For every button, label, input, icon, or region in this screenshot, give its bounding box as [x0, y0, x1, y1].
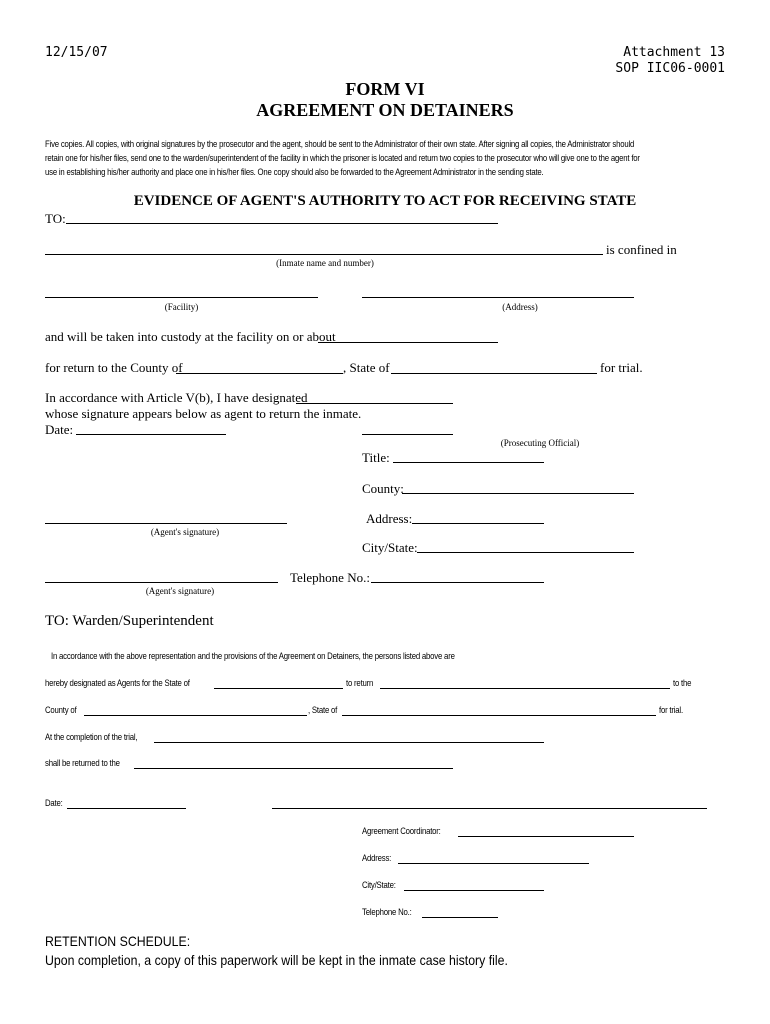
completion-label: At the completion of the trial,	[45, 732, 138, 743]
coordinator-telephone-label: Telephone No.:	[362, 907, 412, 918]
instructions-line-3: use in establishing his/her authority and place one in his/her files. One copy should also be forwarded to the Agreement Administrator in the sending state.	[45, 167, 544, 178]
agent-signature-field-1[interactable]	[45, 523, 287, 524]
telephone-field[interactable]	[371, 582, 544, 583]
county-field[interactable]	[402, 493, 634, 494]
return-state-field[interactable]	[391, 373, 597, 374]
returned-to-field[interactable]	[134, 768, 453, 769]
coordinator-address-field[interactable]	[398, 863, 589, 864]
warden-county-field[interactable]	[84, 715, 307, 716]
warden-heading: TO: Warden/Superintendent	[45, 613, 214, 629]
return-county-label: for return to the County of	[45, 360, 183, 375]
county-label: County:	[362, 481, 404, 496]
section-heading-evidence: EVIDENCE OF AGENT'S AUTHORITY TO ACT FOR RECEIVING STATE	[133, 193, 637, 209]
form-subtitle: AGREEMENT ON DETAINERS	[256, 100, 514, 120]
completion-field[interactable]	[154, 742, 544, 743]
is-confined-in-label: is confined in	[606, 242, 677, 257]
for-trial-label: for trial.	[600, 360, 643, 375]
coordinator-city-state-field[interactable]	[404, 890, 544, 891]
to-return-label: to return	[346, 678, 374, 689]
county-of-label: County of	[45, 705, 77, 716]
address-label: Address:	[366, 511, 413, 526]
coordinator-field[interactable]	[458, 836, 634, 837]
city-state-label: City/State:	[362, 540, 418, 555]
address-caption: (Address)	[502, 302, 538, 312]
agent-signature-field-2[interactable]	[45, 582, 278, 583]
prosecutor-address-field[interactable]	[412, 523, 544, 524]
returned-to-label: shall be returned to the	[45, 758, 120, 769]
agent-signature-caption-1: (Agent's signature)	[150, 527, 220, 537]
agents-state-field[interactable]	[214, 688, 343, 689]
warden-date-field[interactable]	[67, 808, 186, 809]
sop-label: SOP IIC06-0001	[615, 61, 725, 76]
warden-intro-text: In accordance with the above representation and the provisions of the Agreement on Detainers, the persons listed above are	[51, 651, 455, 662]
warden-state-label: , State of	[308, 705, 338, 716]
inmate-name-field[interactable]	[45, 254, 603, 255]
to-the-label: to the	[673, 678, 692, 689]
to-label: TO:	[45, 211, 66, 226]
warden-date-label: Date:	[45, 798, 63, 809]
address-field[interactable]	[362, 297, 634, 298]
coordinator-city-state-label: City/State:	[362, 880, 396, 891]
agent-signature-caption-2: (Agent's signature)	[145, 586, 215, 596]
article-label: In accordance with Article V(b), I have designated	[45, 390, 308, 405]
date-field[interactable]	[76, 434, 226, 435]
coordinator-telephone-field[interactable]	[422, 917, 498, 918]
inmate-caption: (Inmate name and number)	[276, 258, 374, 268]
form-title: FORM VI	[345, 79, 425, 99]
facility-caption: (Facility)	[164, 302, 199, 312]
return-state-label: , State of	[343, 360, 390, 375]
date-label: Date:	[45, 422, 74, 437]
warden-state-field[interactable]	[342, 715, 656, 716]
instructions-line-1: Five copies. All copies, with original signatures by the prosecutor and the agent, should be sent to the Administrator of their own state. After signing all copies, the Administrator should	[45, 139, 635, 150]
instructions-line-2: retain one for his/her files, send one to the warden/superintendent of the facility in which the prisoner is located and return two copies to the prosecutor who will give one to the agent for	[45, 153, 640, 164]
designated-agent-field[interactable]	[296, 403, 453, 404]
return-person-field[interactable]	[380, 688, 670, 689]
prosecuting-caption: (Prosecuting Official)	[500, 438, 580, 448]
facility-field[interactable]	[45, 297, 318, 298]
coordinator-address-label: Address:	[362, 853, 392, 864]
coordinator-label: Agreement Coordinator:	[362, 826, 441, 837]
telephone-label: Telephone No.:	[290, 570, 370, 585]
title-label: Title:	[362, 450, 390, 465]
custody-date-field[interactable]	[318, 342, 498, 343]
document-date: 12/15/07	[45, 45, 108, 60]
retention-text: Upon completion, a copy of this paperwork will be kept in the inmate case history file.	[45, 952, 508, 968]
warden-for-trial-label: for trial.	[659, 705, 683, 716]
attachment-label: Attachment 13	[623, 45, 725, 60]
coordinator-signature-field[interactable]	[272, 808, 707, 809]
prosecuting-official-signature-field[interactable]	[362, 434, 453, 435]
retention-title: RETENTION SCHEDULE:	[45, 933, 191, 949]
return-county-field[interactable]	[176, 373, 343, 374]
custody-label: and will be taken into custody at the facility on or about	[45, 329, 336, 344]
whose-signature-text: whose signature appears below as agent to return the inmate.	[45, 406, 362, 421]
to-field[interactable]	[66, 223, 498, 224]
designated-label: hereby designated as Agents for the State of	[45, 678, 190, 689]
title-field[interactable]	[393, 462, 544, 463]
city-state-field[interactable]	[417, 552, 634, 553]
